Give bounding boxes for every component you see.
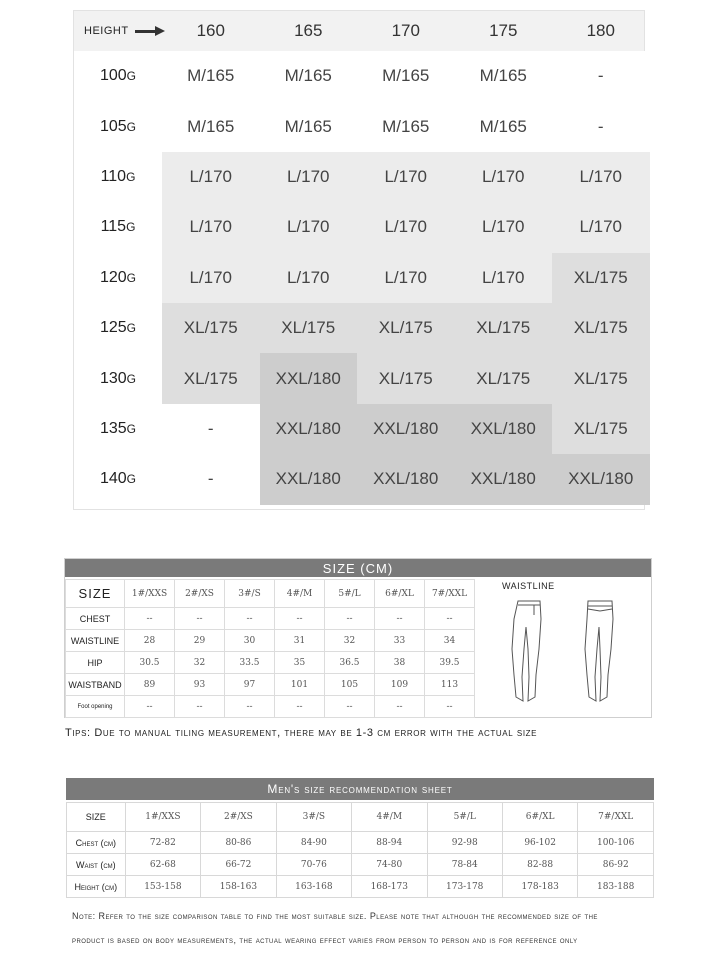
measurement-cell: -- (175, 696, 225, 718)
weight-unit: G (126, 472, 137, 487)
measurement-cell: -- (325, 696, 375, 718)
mens-recommendation-box (66, 778, 654, 900)
note-line-1: Note: Refer to the size comparison table to find the most suitable size. Please note that although the recommended size of the (72, 911, 598, 921)
size-cell: XXL/180 (455, 454, 553, 504)
measurement-cell: 35 (275, 652, 325, 674)
size-cell: L/170 (357, 152, 455, 202)
rec-cell: 92-98 (427, 832, 502, 854)
measurement-cell: 34 (425, 630, 475, 652)
weight-value: 100 (99, 67, 127, 85)
size-header-label: SIZE (66, 580, 125, 608)
size-cell: - (552, 101, 650, 151)
rec-cell: 163-168 (276, 876, 351, 898)
size-cell: XL/175 (357, 303, 455, 353)
waistline-diagram-label: WAISTLINE (502, 581, 555, 591)
measurement-cell: 33.5 (225, 652, 275, 674)
size-cm-box (64, 558, 652, 718)
size-cell: L/170 (162, 152, 260, 202)
height-label-text: HEIGHT (84, 25, 129, 37)
size-cell: XL/175 (260, 303, 358, 353)
size-cell: L/170 (162, 202, 260, 252)
rec-size-header-label: SIZE (67, 803, 126, 832)
measurement-cell: 89 (125, 674, 175, 696)
size-cell: XXL/180 (357, 454, 455, 504)
weight-value: 120 (99, 268, 127, 286)
rec-size-column-header: 1#/XXS (125, 803, 201, 832)
rec-cell: 153-158 (125, 876, 201, 898)
size-cell: XL/175 (552, 253, 650, 303)
height-column-header: 180 (586, 21, 615, 40)
size-cm-title: SIZE (CM) (65, 559, 651, 577)
rec-cell: 183-188 (578, 876, 654, 898)
rec-cell: 74-80 (352, 854, 427, 876)
height-column-header: 165 (294, 21, 323, 40)
size-cell: - (162, 454, 260, 504)
weight-unit: G (126, 69, 137, 84)
rec-row-label: Chest (cm) (67, 832, 126, 854)
size-cell: XXL/180 (260, 404, 358, 454)
size-column-header: 4#/M (275, 580, 325, 608)
rec-row-label: Height (cm) (67, 876, 126, 898)
rec-size-column-header: 6#/XL (502, 803, 577, 832)
measurement-cell: -- (225, 608, 275, 630)
pants-front-icon (512, 601, 541, 701)
weight-unit: G (126, 421, 137, 436)
weight-row-label (74, 51, 162, 101)
size-column-header: 1#/XXS (125, 580, 175, 608)
height-column-header: 160 (196, 21, 225, 40)
rec-cell: 82-88 (502, 854, 577, 876)
size-column-header: 7#/XXL (425, 580, 475, 608)
measurement-cell: -- (125, 608, 175, 630)
right-arrow-icon (135, 25, 165, 37)
size-cell: XXL/180 (357, 404, 455, 454)
measurement-cell: -- (375, 696, 425, 718)
weight-value: 140 (99, 470, 127, 488)
measurement-cell: 105 (325, 674, 375, 696)
mens-recommendation-table (66, 802, 654, 898)
measurement-cell: -- (425, 608, 475, 630)
rec-cell: 158-163 (201, 876, 276, 898)
rec-row-label: Waist (cm) (67, 854, 126, 876)
measurement-cell: 28 (125, 630, 175, 652)
size-cell: L/170 (162, 253, 260, 303)
size-cell: - (162, 404, 260, 454)
rec-size-column-header: 7#/XXL (578, 803, 654, 832)
size-cell: L/170 (455, 202, 553, 252)
size-cell: XL/175 (162, 303, 260, 353)
size-cell: XL/175 (455, 353, 553, 403)
measurement-cell: 33 (375, 630, 425, 652)
measurement-cell: 113 (425, 674, 475, 696)
mens-recommendation-title: Men's size recommendation sheet (66, 778, 654, 800)
rec-cell: 178-183 (502, 876, 577, 898)
rec-size-column-header: 4#/M (352, 803, 427, 832)
weight-row-label (74, 101, 162, 151)
weight-unit: G (126, 169, 136, 184)
weight-value: 130 (99, 369, 127, 387)
measurement-cell: 109 (375, 674, 425, 696)
measurement-cell: 32 (175, 652, 225, 674)
height-weight-size-grid (73, 10, 645, 510)
weight-row-label (74, 202, 162, 252)
measurement-cell: 30.5 (125, 652, 175, 674)
weight-value: 135 (99, 419, 127, 437)
rec-cell: 72-82 (125, 832, 201, 854)
measurement-cell: -- (425, 696, 475, 718)
size-cell: XXL/180 (552, 454, 650, 504)
measurement-cell: 36.5 (325, 652, 375, 674)
size-cell: L/170 (455, 152, 553, 202)
weight-unit: G (126, 270, 137, 285)
weight-unit: G (126, 220, 136, 235)
measurement-cell: -- (325, 608, 375, 630)
note-line-2: product is based on body measurements, the actual wearing effect varies from person to person and is for reference only (72, 935, 578, 945)
measurement-cell: -- (225, 696, 275, 718)
weight-value: 115 (100, 218, 127, 236)
size-column-header: 3#/S (225, 580, 275, 608)
rec-size-column-header: 5#/L (427, 803, 502, 832)
size-cell: L/170 (357, 202, 455, 252)
rec-size-column-header: 3#/S (276, 803, 351, 832)
size-cell: XL/175 (455, 303, 553, 353)
rec-cell: 168-173 (352, 876, 427, 898)
measurement-cell: 32 (325, 630, 375, 652)
size-column-header: 5#/L (325, 580, 375, 608)
size-cell: M/165 (260, 51, 358, 101)
rec-cell: 88-94 (352, 832, 427, 854)
rec-cell: 66-72 (201, 854, 276, 876)
size-cell: M/165 (357, 101, 455, 151)
weight-row-label (74, 253, 162, 303)
measurement-cell: -- (275, 608, 325, 630)
size-cell: L/170 (455, 253, 553, 303)
measurement-cell: 31 (275, 630, 325, 652)
weight-row-label (74, 404, 162, 454)
measurement-cell: -- (175, 608, 225, 630)
size-cell: L/170 (260, 152, 358, 202)
rec-cell: 80-86 (201, 832, 276, 854)
pants-diagram (490, 579, 650, 715)
size-cell: L/170 (552, 152, 650, 202)
rec-cell: 70-76 (276, 854, 351, 876)
measurement-cell: -- (275, 696, 325, 718)
measurement-cell: -- (375, 608, 425, 630)
weight-value: 105 (99, 117, 127, 135)
tips-text: Tips: Due to manual tiling measurement, there may be 1-3 cm error with the actual size (65, 727, 538, 739)
measurement-row-label: HIP (66, 652, 125, 674)
size-cell: L/170 (357, 253, 455, 303)
size-column-header: 2#/XS (175, 580, 225, 608)
rec-cell: 100-106 (578, 832, 654, 854)
size-cell: M/165 (357, 51, 455, 101)
size-cell: M/165 (162, 51, 260, 101)
height-column-header: 170 (391, 21, 420, 40)
size-cell: XL/175 (552, 353, 650, 403)
measurement-cell: 38 (375, 652, 425, 674)
measurement-cell: 97 (225, 674, 275, 696)
weight-row-label (74, 353, 162, 403)
size-cell: XL/175 (357, 353, 455, 403)
size-cell: L/170 (260, 202, 358, 252)
rec-cell: 96-102 (502, 832, 577, 854)
size-cell: XXL/180 (260, 353, 358, 403)
size-cell: XXL/180 (455, 404, 553, 454)
size-cell: L/170 (260, 253, 358, 303)
weight-unit: G (126, 119, 137, 134)
weight-unit: G (126, 321, 137, 336)
size-cell: L/170 (552, 202, 650, 252)
measurement-cell: 29 (175, 630, 225, 652)
size-cell: M/165 (260, 101, 358, 151)
measurement-cell: 101 (275, 674, 325, 696)
size-cell: XL/175 (552, 404, 650, 454)
rec-cell: 62-68 (125, 854, 201, 876)
height-header-label (84, 11, 165, 51)
height-column-header: 175 (489, 21, 518, 40)
size-cell: - (552, 51, 650, 101)
measurement-row-label: CHEST (66, 608, 125, 630)
size-cell: M/165 (162, 101, 260, 151)
measurement-cell: -- (125, 696, 175, 718)
size-cell: XL/175 (162, 353, 260, 403)
rec-cell: 78-84 (427, 854, 502, 876)
rec-cell: 173-178 (427, 876, 502, 898)
pants-back-icon (585, 601, 613, 701)
size-column-header: 6#/XL (375, 580, 425, 608)
measurement-row-label: WAISTBAND (66, 674, 125, 696)
measurement-cell: 30 (225, 630, 275, 652)
weight-row-label (74, 303, 162, 353)
rec-cell: 84-90 (276, 832, 351, 854)
pants-outline-icon (490, 579, 650, 715)
size-cm-table (65, 579, 475, 718)
measurement-cell: 93 (175, 674, 225, 696)
measurement-row-label: Foot opening (66, 696, 125, 718)
measurement-cell: 39.5 (425, 652, 475, 674)
size-cell: XXL/180 (260, 454, 358, 504)
size-cell: M/165 (455, 51, 553, 101)
size-cell: M/165 (455, 101, 553, 151)
measurement-row-label: WAISTLINE (66, 630, 125, 652)
weight-value: 125 (99, 319, 127, 337)
weight-row-label (74, 152, 162, 202)
rec-cell: 86-92 (578, 854, 654, 876)
rec-size-column-header: 2#/XS (201, 803, 276, 832)
weight-value: 110 (100, 167, 127, 185)
weight-row-label (74, 454, 162, 504)
weight-unit: G (126, 371, 137, 386)
size-cell: XL/175 (552, 303, 650, 353)
